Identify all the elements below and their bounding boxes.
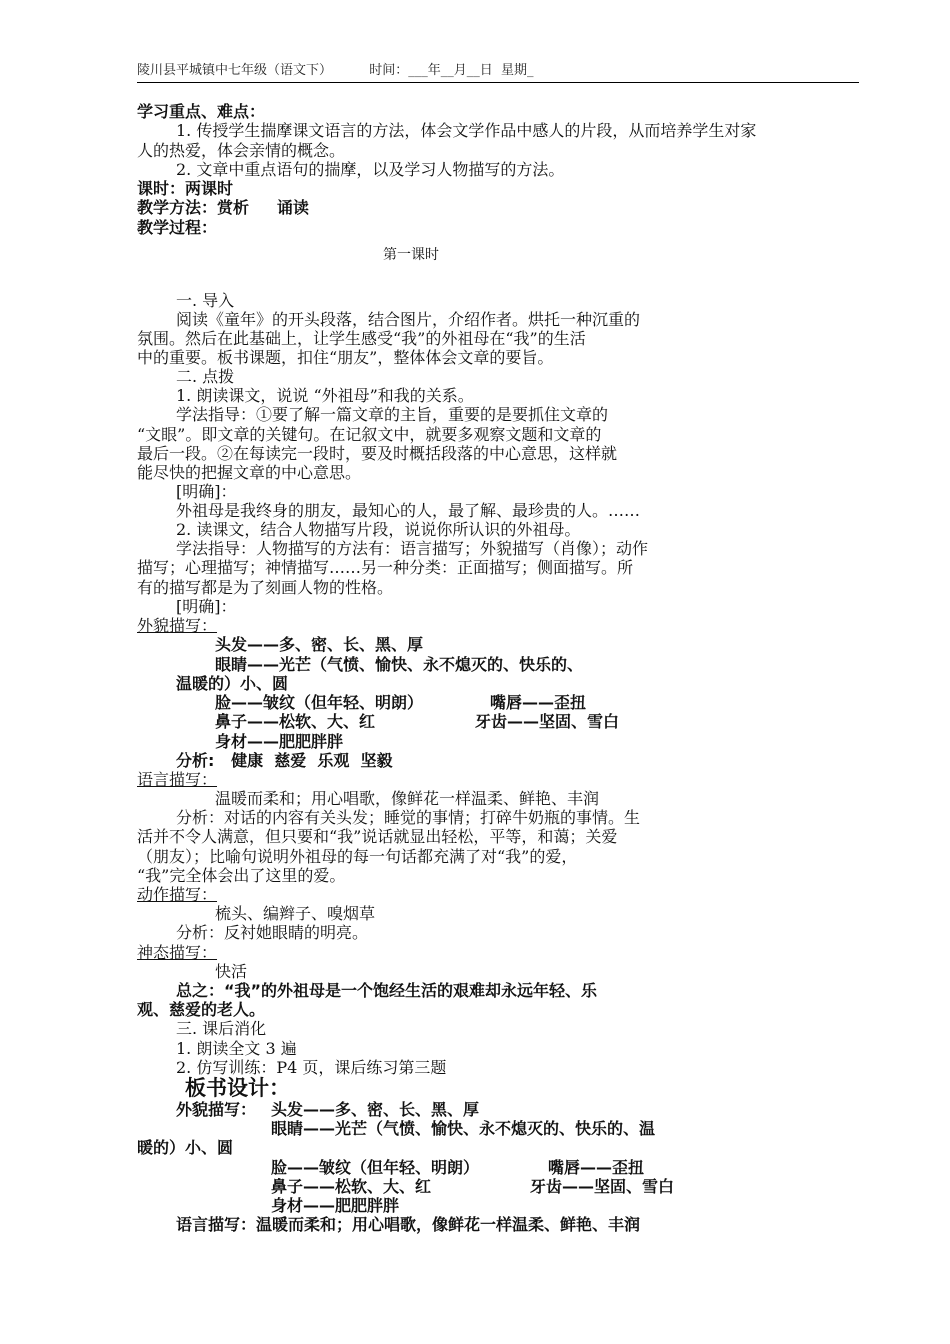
appearance-eyes-1: 眼睛——光芒（气愤、愉快、永不熄灭的、快乐的、: [215, 655, 584, 674]
analysis-label: 分析:: [176, 751, 215, 770]
objective-1-line-1: 1. 传授学生揣摩课文语言的方法，体会文学作品中感人的片段，从而培养学生对家: [176, 121, 757, 140]
appearance-teeth: 牙齿——坚固、雪白: [475, 712, 620, 731]
appearance-heading: 外貌描写：: [137, 616, 218, 635]
intro-heading: 一. 导入: [176, 291, 235, 310]
action-analysis: 分析：反衬她眼睛的明亮。: [176, 923, 369, 942]
appearance-body: 身材——肥肥胖胖: [215, 732, 344, 751]
appearance-traits: 健康 慈爱 乐观 坚毅: [231, 751, 393, 770]
objective-2: 2. 文章中重点语句的揣摩，以及学习人物描写的方法。: [176, 160, 565, 179]
board-face: 脸——皱纹（但年轻、明朗）: [271, 1158, 480, 1177]
board-heading: 板书设计：: [185, 1076, 290, 1100]
appearance-hair: 头发——多、密、长、黑、厚: [215, 635, 424, 654]
header-school: 陵川县平城镇中七年级（语文下）: [137, 63, 333, 78]
language-quote: 温暖而柔和；用心唱歌，像鲜花一样温柔、鲜艳、丰润: [215, 789, 600, 808]
header-rule: [137, 82, 859, 83]
objectives-heading: 学习重点、难点：: [137, 102, 266, 121]
board-teeth: 牙齿——坚固、雪白: [530, 1177, 675, 1196]
guide-heading: 二. 点拨: [176, 367, 235, 386]
board-nose: 鼻子——松软、大、红: [271, 1177, 432, 1196]
language-analysis-3: （朋友）；比喻句说明外祖母的每一句话都充满了对“我”的爱，: [137, 847, 578, 866]
intro-p2: 氛围。然后在此基础上，让学生感受“我”的外祖母在“我”的生活: [137, 329, 586, 348]
method-2: 诵读: [276, 198, 309, 217]
objective-1-line-2: 人的热爱，体会亲情的概念。: [137, 141, 346, 160]
expression-content: 快活: [215, 962, 248, 981]
board-lips: 嘴唇——歪扭: [548, 1158, 645, 1177]
summary-line-2: 观、慈爱的老人。: [137, 1000, 266, 1019]
guide-note-1: 学法指导：人物描写的方法有：语言描写；外貌描写（肖像）；动作: [176, 539, 649, 558]
guide-note-2: 描写；心理描写；神情描写……另一种分类：正面描写；侧面描写。所: [137, 558, 634, 577]
appearance-analysis: [176, 750, 393, 771]
appearance-eyes-2: 温暖的）小、圆: [176, 674, 289, 693]
lesson-title: 第一课时: [383, 247, 439, 263]
homework-1: 1. 朗读全文 3 遍: [176, 1039, 297, 1058]
method-label: 教学方法：: [137, 198, 218, 217]
guide-q2: 2. 读课文，结合人物描写片段，说说你所认识的外祖母。: [176, 520, 581, 539]
appearance-lips: 嘴唇——歪扭: [490, 693, 587, 712]
intro-p3: 中的重要。板书课题，扣住“朋友”，整体体会文章的要旨。: [137, 348, 554, 367]
clarify-1: [明确]：: [176, 482, 237, 501]
guide-q1: 1. 朗读课文，说说 “外祖母”和我的关系。: [176, 386, 474, 405]
board-body: 身材——肥肥胖胖: [271, 1196, 400, 1215]
header-time-field: 时间：___年__月__日 星期_: [369, 63, 534, 78]
board-language: 语言描写：温暖而柔和；用心唱歌，像鲜花一样温柔、鲜艳、丰润: [176, 1215, 641, 1234]
summary-line-1: 总之：“我”的外祖母是一个饱经生活的艰难却永远年轻、乐: [176, 981, 598, 1000]
homework-2: 2. 仿写训练：P4 页，课后练习第三题: [176, 1058, 447, 1077]
intro-p1: 阅读《童年》的开头段落，结合图片，介绍作者。烘托一种沉重的: [176, 310, 641, 329]
homework-heading: 三. 课后消化: [176, 1019, 267, 1038]
process-heading: 教学过程：: [137, 218, 218, 237]
appearance-face: 脸——皱纹（但年轻、明朗）: [215, 693, 424, 712]
guide-method-3: 最后一段。②在每读完一段时，要及时概括段落的中心意思，这样就: [137, 444, 618, 463]
board-appearance-label: 外貌描写：: [176, 1100, 257, 1119]
teaching-method: [137, 197, 309, 218]
guide-method-4: 能尽快的把握文章的中心意思。: [137, 463, 362, 482]
method-1: 赏析: [217, 198, 250, 217]
guide-note-3: 有的描写都是为了刻画人物的性格。: [137, 578, 394, 597]
action-heading: 动作描写：: [137, 885, 218, 904]
board-eyes-2: 暖的）小、圆: [137, 1138, 234, 1157]
language-heading: 语言描写：: [137, 770, 218, 789]
action-content: 梳头、编辫子、嗅烟草: [215, 904, 376, 923]
appearance-nose: 鼻子——松软、大、红: [215, 712, 376, 731]
language-analysis-1: 分析：对话的内容有关头发；睡觉的事情；打碎牛奶瓶的事情。生: [176, 808, 641, 827]
guide-method-1: 学法指导：①要了解一篇文章的主旨，重要的是要抓住文章的: [176, 405, 609, 424]
expression-heading: 神态描写：: [137, 943, 218, 962]
language-analysis-2: 活并不令人满意，但只要和“我”说话就显出轻松，平等，和蔼；关爱: [137, 827, 618, 846]
page-header: [137, 62, 859, 80]
guide-method-2: “文眼”。即文章的关键句。在记叙文中，就要多观察文题和文章的: [137, 425, 602, 444]
clarify-2: [明确]：: [176, 597, 237, 616]
board-eyes-1: 眼睛——光芒（气愤、愉快、永不熄灭的、快乐的、温: [271, 1119, 656, 1138]
periods: 课时：两课时: [137, 179, 234, 198]
board-hair: 头发——多、密、长、黑、厚: [271, 1100, 480, 1119]
language-analysis-4: “我”完全体会出了这里的爱。: [137, 866, 346, 885]
answer-1: 外祖母是我终身的朋友，最知心的人，最了解、最珍贵的人。……: [176, 501, 641, 520]
